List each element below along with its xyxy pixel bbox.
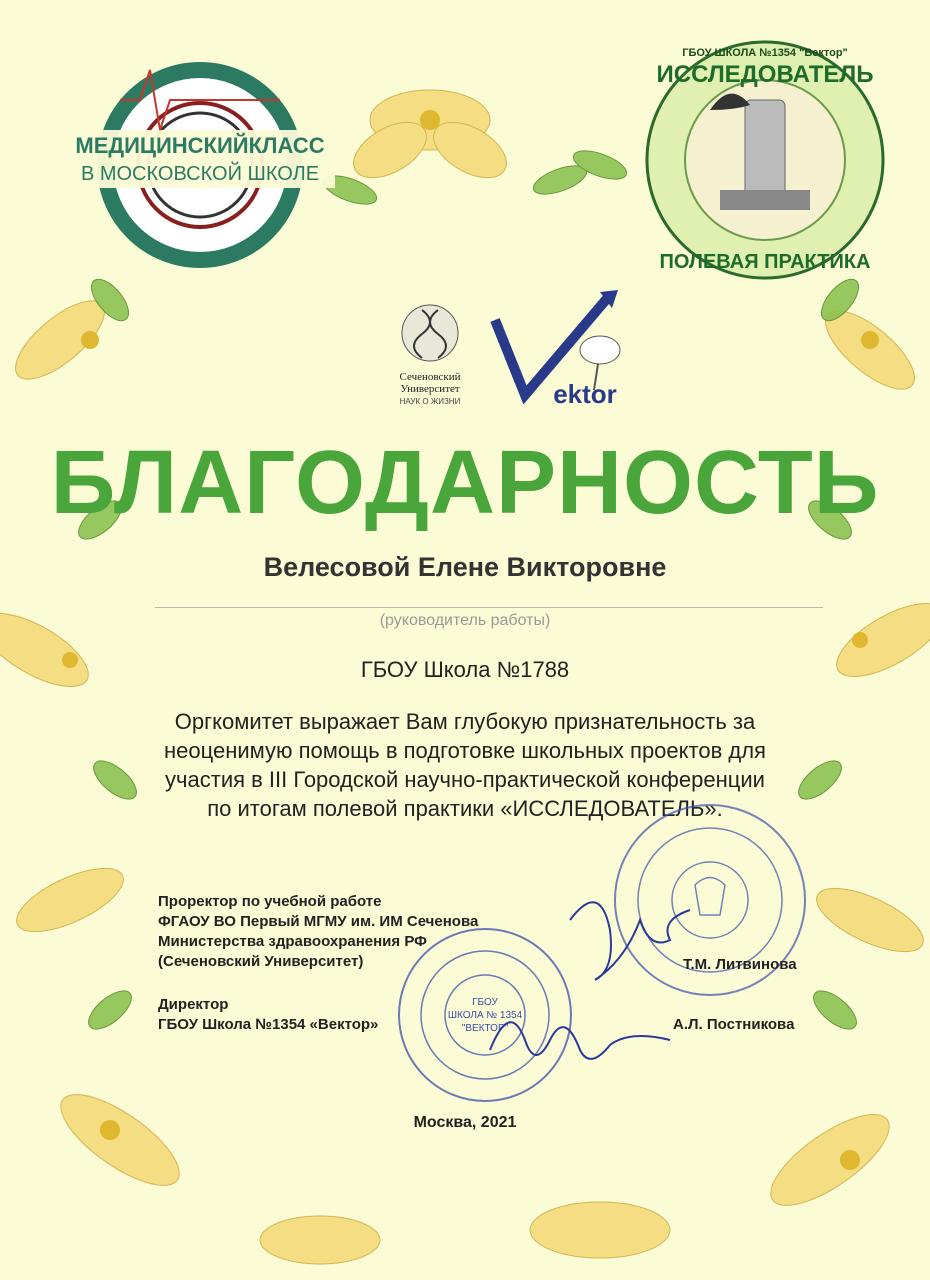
director-line: Директор xyxy=(158,996,229,1013)
sechenov-university-logo xyxy=(380,295,480,410)
sechenov-line3: НАУК О ЖИЗНИ xyxy=(399,397,461,406)
vektor-text: ektor xyxy=(553,379,617,409)
logo-text-line2: В МОСКОВСКОЙ ШКОЛЕ xyxy=(80,163,320,185)
director-signature xyxy=(480,1000,680,1080)
sechenov-line2: Университет xyxy=(400,383,460,395)
badge-bottom-text: ПОЛЕВАЯ ПРАКТИКА xyxy=(659,251,871,273)
medical-class-logo xyxy=(60,60,340,270)
certificate-title: БЛАГОДАРНОСТЬ xyxy=(50,433,880,533)
name-underline xyxy=(155,607,823,608)
prorector-line: Проректор по учебной работе xyxy=(158,893,382,910)
place-date: Москва, 2021 xyxy=(413,1114,517,1131)
director-line: ГБОУ Школа №1354 «Вектор» xyxy=(158,1016,379,1033)
prorector-signature xyxy=(560,880,700,990)
research-badge-logo xyxy=(640,30,890,290)
seal-center-line2: ШКОЛА № 1354 xyxy=(447,1010,523,1021)
seal-center-line1: ГБОУ xyxy=(472,997,498,1008)
prorector-line: ФГАОУ ВО Первый МГМУ им. ИМ Сеченова xyxy=(158,913,479,930)
director-block xyxy=(158,995,478,1035)
prorector-name: Т.М. Литвинова xyxy=(683,956,797,973)
prorector-block xyxy=(158,892,578,972)
recipient-school: ГБОУ Школа №1788 xyxy=(360,657,570,682)
prorector-line: Министерства здравоохранения РФ xyxy=(158,933,427,950)
director-name: А.Л. Постникова xyxy=(673,1016,795,1033)
prorector-line: (Сеченовский Университет) xyxy=(158,953,364,970)
vektor-logo xyxy=(490,290,640,410)
sechenov-line1: Сеченовский xyxy=(399,371,461,383)
logo-text-line1: МЕДИЦИНСКИЙКЛАСС xyxy=(75,133,325,158)
recipient-role: (руководитель работы) xyxy=(379,612,551,629)
seal-center-line3: "ВЕКТОР" xyxy=(461,1023,509,1034)
gratitude-line: участия в III Городской научно-практической конференции xyxy=(165,767,765,792)
badge-top-text: ГБОУ ШКОЛА №1354 "Вектор" xyxy=(682,47,848,59)
gratitude-line: Оргкомитет выражает Вам глубокую признательность за xyxy=(174,709,756,734)
gratitude-line: по итогам полевой практики «ИССЛЕДОВАТЕЛЬ». xyxy=(207,796,723,821)
badge-title: ИССЛЕДОВАТЕЛЬ xyxy=(656,61,874,88)
recipient-name: Велесовой Елене Викторовне xyxy=(263,552,667,582)
gratitude-line: неоценимую помощь в подготовке школьных проектов для xyxy=(164,738,766,763)
